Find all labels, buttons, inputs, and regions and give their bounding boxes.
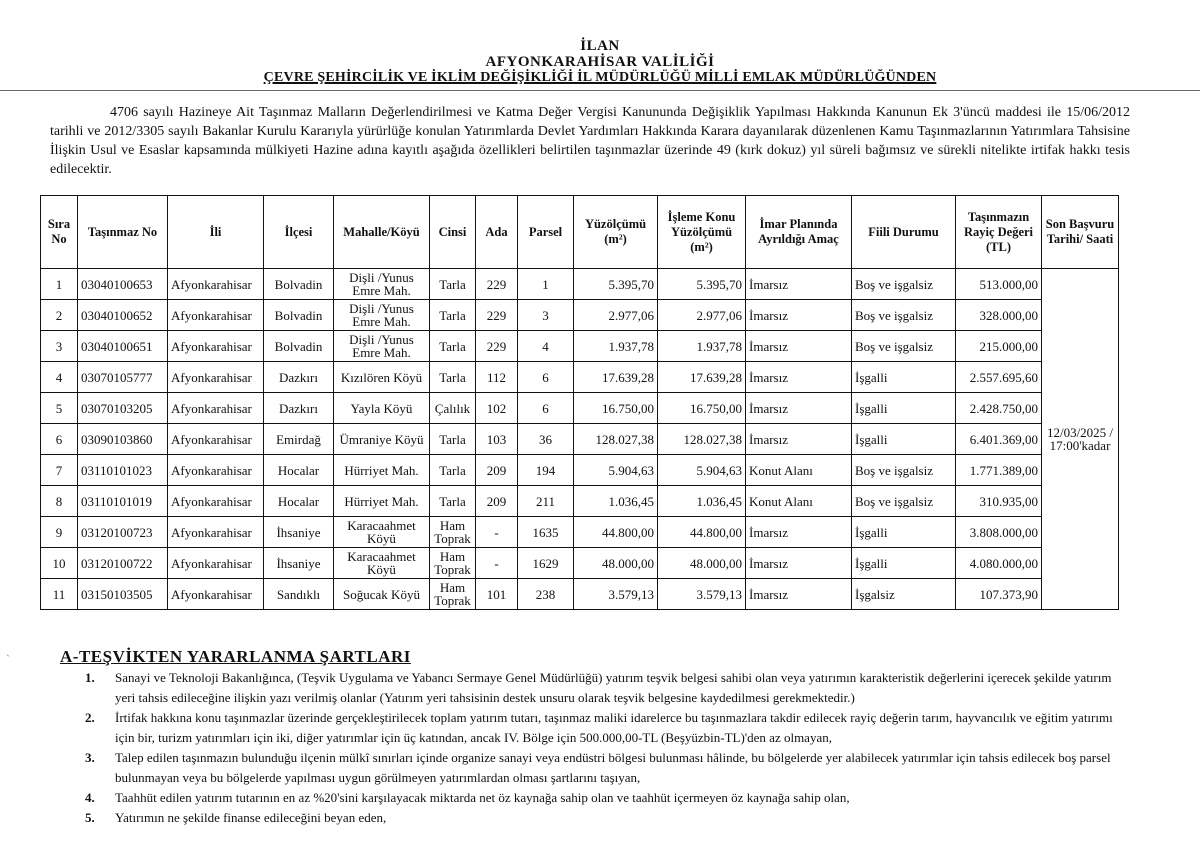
cell-il: Afyonkarahisar [168,455,264,486]
cell-isleme: 128.027,38 [658,424,746,455]
cell-ilce: Hocalar [264,455,334,486]
cell-rayic: 1.771.389,00 [956,455,1042,486]
cell-fiili: Boş ve işgalsiz [852,486,956,517]
cell-fiili: İşgalli [852,548,956,579]
condition-text: Taahhüt edilen yatırım tutarının en az %20'sini karşılayacak miktarda net öz kaynağa sahip olan ve taahhüt içermeyen öz kaynağa sahip olan, [115,790,850,805]
cell-isleme: 48.000,00 [658,548,746,579]
cell-mahalle: Ümraniye Köyü [334,424,430,455]
condition-number: 1. [85,670,95,685]
cell-il: Afyonkarahisar [168,300,264,331]
deadline-cell: 12/03/2025 / 17:00'kadar [1042,269,1119,610]
cell-cins: Tarla [430,486,476,517]
cell-imar: Konut Alanı [746,455,852,486]
condition-number: 2. [85,710,95,725]
cell-parsel: 36 [518,424,574,455]
header-imar: İmar Planında Ayrıldığı Amaç [746,196,852,269]
cell-ada: 102 [476,393,518,424]
table-row [41,579,1119,610]
cell-imar: İmarsız [746,331,852,362]
cell-ilce: Bolvadin [264,331,334,362]
cell-il: Afyonkarahisar [168,331,264,362]
cell-ilce: Dazkırı [264,362,334,393]
condition-text: İrtifak hakkına konu taşınmazlar üzerinde gerçekleştirilecek toplam yatırım tutarı, taşınmaz maliki idarelerce bu taşınmazlara takdir edilecek rayiç değerin tarım, hayvancılık ve eğitim yatırımı için bir, turizm yatırımları için iki, diğer yatırımlar için üç katından, ancak IV. Bölge için 500.000,00-TL (Beşyüzbin-TL)'den az olmayan, [115,710,1113,745]
cell-cins: Tarla [430,300,476,331]
cell-parsel: 3 [518,300,574,331]
cell-ada: 229 [476,269,518,300]
table-row [41,486,1119,517]
cell-sira: 6 [41,424,78,455]
cell-tasinmaz-no: 03040100653 [78,269,168,300]
header-sira: Sıra No [41,196,78,269]
cell-parsel: 211 [518,486,574,517]
cell-isleme: 17.639,28 [658,362,746,393]
cell-isleme: 5.395,70 [658,269,746,300]
table-row [41,548,1119,579]
cell-tasinmaz-no: 03120100723 [78,517,168,548]
cell-mahalle: Karacaahmet Köyü [334,517,430,548]
announcement-title: İLAN [580,38,620,54]
cell-tasinmaz-no: 03040100651 [78,331,168,362]
cell-yuzolcum: 1.937,78 [574,331,658,362]
cell-mahalle: Dişli /Yunus Emre Mah. [334,269,430,300]
cell-rayic: 328.000,00 [956,300,1042,331]
table-body [41,269,1119,610]
cell-imar: İmarsız [746,579,852,610]
intro-paragraph: 4706 sayılı Hazineye Ait Taşınmaz Malların Değerlendirilmesi ve Katma Değer Vergisi Kanununda Değişiklik Yapılması Hakkında Kanunun Ek 3'üncü maddesi ile 15/06/2012 tarihli ve 2012/3305 sayılı Bakanlar Kurulu Kararıyla yürürlüğe konulan Yatırımlarda Devlet Yardımları Hakkında Karara dayanılarak düzenlenen Kamu Taşınmazlarının Yatırımlara Tahsisine İlişkin Usul ve Esaslar kapsamında mülkiyeti Hazine adına kayıtlı aşağıda özellikleri belirtilen taşınmazlar üzerinde 49 (kırk dokuz) yıl süreli bağımsız ve sürekli nitelikte irtifak hakkı tesis edilecektir. [50,105,1130,177]
cell-imar: İmarsız [746,393,852,424]
cell-ilce: İhsaniye [264,517,334,548]
table-row [41,362,1119,393]
cell-imar: İmarsız [746,300,852,331]
cell-sira: 10 [41,548,78,579]
cell-imar: İmarsız [746,269,852,300]
cell-ada: - [476,548,518,579]
cell-cins: Tarla [430,424,476,455]
cell-sira: 11 [41,579,78,610]
cell-isleme: 2.977,06 [658,300,746,331]
cell-ilce: İhsaniye [264,548,334,579]
header-ilce: İlçesi [264,196,334,269]
cell-cins: Ham Toprak [430,517,476,548]
cell-rayic: 3.808.000,00 [956,517,1042,548]
cell-fiili: Boş ve işgalsiz [852,455,956,486]
header-tasinmaz-no: Taşınmaz No [78,196,168,269]
table-row [41,455,1119,486]
cell-il: Afyonkarahisar [168,486,264,517]
cell-imar: Konut Alanı [746,486,852,517]
cell-mahalle: Kızılören Köyü [334,362,430,393]
cell-ilce: Bolvadin [264,300,334,331]
cell-mahalle: Hürriyet Mah. [334,455,430,486]
header-fiili: Fiili Durumu [852,196,956,269]
conditions-list [85,668,1125,828]
cell-cins: Tarla [430,455,476,486]
cell-cins: Tarla [430,362,476,393]
cell-tasinmaz-no: 03070103205 [78,393,168,424]
cell-isleme: 1.036,45 [658,486,746,517]
cell-yuzolcum: 44.800,00 [574,517,658,548]
cell-yuzolcum: 48.000,00 [574,548,658,579]
condition-item [85,748,1125,788]
governorship-name: AFYONKARAHİSAR VALİLİĞİ [485,54,715,70]
cell-mahalle: Soğucak Köyü [334,579,430,610]
condition-item [85,788,1125,808]
cell-rayic: 4.080.000,00 [956,548,1042,579]
cell-rayic: 107.373,90 [956,579,1042,610]
cell-ilce: Sandıklı [264,579,334,610]
cell-parsel: 6 [518,393,574,424]
condition-text: Talep edilen taşınmazın bulunduğu ilçenin mülkî sınırları içinde organize sanayi veya endüstri bölgesi bulunması hâlinde, bu bölgelerde yer alabilecek yatırımlar için tahsis edilecek boş parsel bulunmayan veya bu bölgelerde yapılması uygun görülmeyen yatırımlardan olması şartlarını taşıyan, [115,750,1111,785]
header-yuzolcum: Yüzölçümü (m²) [574,196,658,269]
cell-sira: 7 [41,455,78,486]
cell-yuzolcum: 1.036,45 [574,486,658,517]
cell-imar: İmarsız [746,548,852,579]
header-il: İli [168,196,264,269]
cell-yuzolcum: 5.395,70 [574,269,658,300]
cell-sira: 2 [41,300,78,331]
cell-rayic: 2.428.750,00 [956,393,1042,424]
header-ada: Ada [476,196,518,269]
condition-text: Sanayi ve Teknoloji Bakanlığınca, (Teşvik Uygulama ve Yabancı Sermaye Genel Müdürlüğü) yatırım teşvik belgesi sahibi olan veya yatırımın karakteristik değerlerini içerecek şekilde yatırım yeri tahsis edileceğine ilişkin yazı verilmiş olanlar (Yatırım yeri tahsisinin destek unsuru olarak teşvik belgesine kaydedilmesi gerekmektedir.) [115,670,1112,705]
cell-tasinmaz-no: 03040100652 [78,300,168,331]
cell-ada: 229 [476,300,518,331]
cell-il: Afyonkarahisar [168,548,264,579]
cell-fiili: İşgalli [852,362,956,393]
cell-fiili: İşgalli [852,517,956,548]
cell-parsel: 238 [518,579,574,610]
cell-rayic: 6.401.369,00 [956,424,1042,455]
cell-ada: 209 [476,455,518,486]
cell-mahalle: Dişli /Yunus Emre Mah. [334,331,430,362]
cell-sira: 9 [41,517,78,548]
cell-parsel: 6 [518,362,574,393]
announcement-header [0,38,1200,86]
cell-tasinmaz-no: 03150103505 [78,579,168,610]
header-isleme: İşleme Konu Yüzölçümü (m²) [658,196,746,269]
cell-yuzolcum: 128.027,38 [574,424,658,455]
condition-item [85,808,1125,828]
cell-ada: 101 [476,579,518,610]
cell-il: Afyonkarahisar [168,393,264,424]
cell-cins: Çalılık [430,393,476,424]
header-cins: Cinsi [430,196,476,269]
cell-il: Afyonkarahisar [168,579,264,610]
cell-fiili: Boş ve işgalsiz [852,331,956,362]
cell-ada: 229 [476,331,518,362]
cell-parsel: 4 [518,331,574,362]
cell-il: Afyonkarahisar [168,269,264,300]
cell-sira: 5 [41,393,78,424]
cell-sira: 3 [41,331,78,362]
cell-cins: Tarla [430,269,476,300]
section-title: A-TEŞVİKTEN YARARLANMA ŞARTLARI [60,647,411,666]
cell-il: Afyonkarahisar [168,517,264,548]
header-mahalle: Mahalle/Köyü [334,196,430,269]
table-row [41,393,1119,424]
table-header-row [41,196,1119,269]
cell-yuzolcum: 16.750,00 [574,393,658,424]
cell-isleme: 5.904,63 [658,455,746,486]
property-table [40,195,1119,610]
cell-imar: İmarsız [746,362,852,393]
cell-ilce: Bolvadin [264,269,334,300]
header-rule [0,90,1200,91]
cell-sira: 8 [41,486,78,517]
cell-sira: 1 [41,269,78,300]
cell-ada: 112 [476,362,518,393]
cell-isleme: 1.937,78 [658,331,746,362]
cell-tasinmaz-no: 03090103860 [78,424,168,455]
cell-fiili: Boş ve işgalsiz [852,269,956,300]
cell-mahalle: Dişli /Yunus Emre Mah. [334,300,430,331]
cell-ada: 209 [476,486,518,517]
table-row [41,331,1119,362]
cell-cins: Tarla [430,331,476,362]
cell-ilce: Dazkırı [264,393,334,424]
header-rayic: Taşınmazın Rayiç Değeri (TL) [956,196,1042,269]
cell-rayic: 2.557.695,60 [956,362,1042,393]
cell-mahalle: Yayla Köyü [334,393,430,424]
header-parsel: Parsel [518,196,574,269]
cell-rayic: 310.935,00 [956,486,1042,517]
cell-yuzolcum: 17.639,28 [574,362,658,393]
directorate-name: ÇEVRE ŞEHİRCİLİK VE İKLİM DEĞİŞİKLİĞİ İL MÜDÜRLÜĞÜ MİLLİ EMLAK MÜDÜRLÜĞÜNDEN [263,70,937,85]
cell-tasinmaz-no: 03120100722 [78,548,168,579]
header-son-basvuru: Son Başvuru Tarihi/ Saati [1042,196,1119,269]
cell-yuzolcum: 5.904,63 [574,455,658,486]
cell-mahalle: Karacaahmet Köyü [334,548,430,579]
condition-item [85,668,1125,708]
table-row [41,269,1119,300]
margin-mark: ˋ [6,652,10,666]
condition-number: 4. [85,790,95,805]
cell-cins: Ham Toprak [430,548,476,579]
cell-fiili: İşgalsiz [852,579,956,610]
cell-parsel: 1 [518,269,574,300]
cell-isleme: 3.579,13 [658,579,746,610]
cell-fiili: İşgalli [852,393,956,424]
cell-tasinmaz-no: 03070105777 [78,362,168,393]
cell-imar: İmarsız [746,424,852,455]
condition-number: 3. [85,750,95,765]
condition-number: 5. [85,810,95,825]
table-row [41,300,1119,331]
cell-parsel: 1629 [518,548,574,579]
condition-text: Yatırımın ne şekilde finanse edileceğini beyan eden, [115,810,387,825]
cell-isleme: 44.800,00 [658,517,746,548]
cell-sira: 4 [41,362,78,393]
cell-ada: - [476,517,518,548]
cell-fiili: İşgalli [852,424,956,455]
cell-isleme: 16.750,00 [658,393,746,424]
cell-mahalle: Hürriyet Mah. [334,486,430,517]
cell-fiili: Boş ve işgalsiz [852,300,956,331]
cell-imar: İmarsız [746,517,852,548]
cell-il: Afyonkarahisar [168,362,264,393]
cell-il: Afyonkarahisar [168,424,264,455]
cell-parsel: 1635 [518,517,574,548]
condition-item [85,708,1125,748]
cell-cins: Ham Toprak [430,579,476,610]
cell-ilce: Emirdağ [264,424,334,455]
cell-parsel: 194 [518,455,574,486]
table-row [41,517,1119,548]
table-row [41,424,1119,455]
cell-yuzolcum: 3.579,13 [574,579,658,610]
cell-tasinmaz-no: 03110101019 [78,486,168,517]
cell-rayic: 215.000,00 [956,331,1042,362]
cell-yuzolcum: 2.977,06 [574,300,658,331]
cell-ada: 103 [476,424,518,455]
cell-rayic: 513.000,00 [956,269,1042,300]
cell-ilce: Hocalar [264,486,334,517]
cell-tasinmaz-no: 03110101023 [78,455,168,486]
